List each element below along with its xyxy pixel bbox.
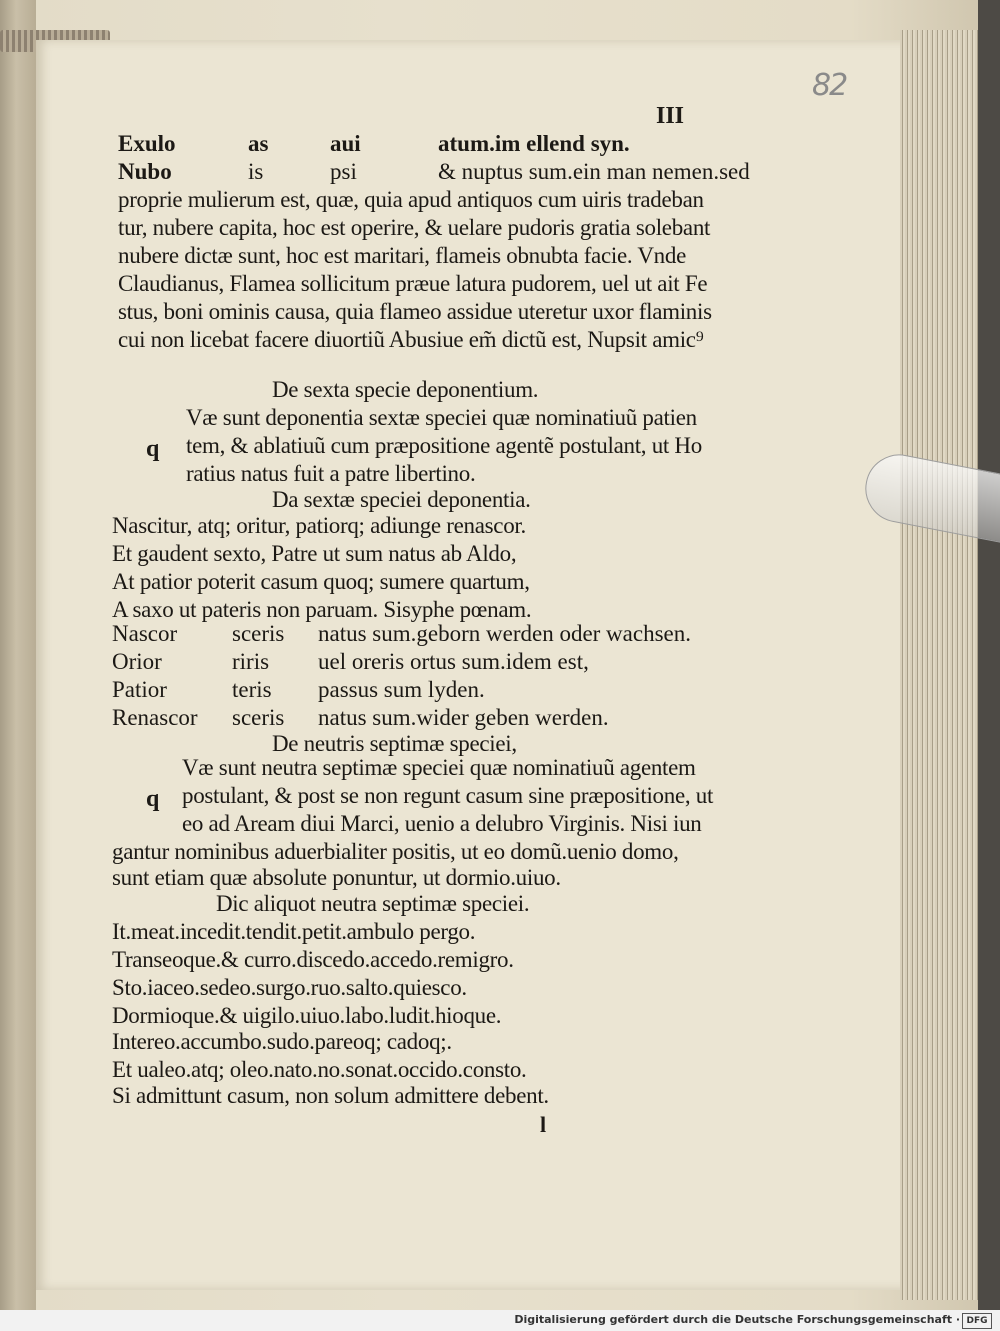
text-line: tem, & ablatiuũ cum præpositione agentẽ postulant, ut Ho (186, 433, 702, 458)
footer-bar (0, 1310, 1000, 1331)
text-line: Claudianus, Flamea sollicitum præue latura pudorem, uel ut ait Fe (118, 271, 708, 296)
verb: Orior (112, 649, 162, 674)
verb: Nubo (118, 159, 172, 184)
initial-letter: q (146, 436, 160, 462)
folio-number: 82 (812, 68, 847, 103)
text-line: gantur nominibus aduerbialiter positis, ut eo domũ.uenio domo, (112, 839, 679, 864)
verb-form: sceris (232, 621, 285, 646)
section-heading: Dic aliquot neutra septimæ speciei. (216, 891, 530, 916)
verse-line: Sto.iaceo.sedeo.surgo.ruo.salto.quiesco. (112, 975, 467, 1000)
text-line: proprie mulierum est, quæ, quia apud antiquos cum uiris tradeban (118, 187, 704, 212)
verb-form: psi (330, 159, 357, 184)
dfg-logo-icon: DFG (962, 1313, 992, 1329)
verb-gloss: & nuptus sum.ein man nemen.sed (438, 159, 750, 184)
verb-gloss: atum.im ellend syn. (438, 131, 630, 156)
text-line: Væ sunt neutra septimæ speciei quæ nominatiuũ agentem (182, 755, 696, 780)
text-line: sunt etiam quæ absolute ponuntur, ut dormio.uiuo. (112, 865, 561, 890)
text-line: stus, boni ominis causa, quia flameo assidue uteretur uxor flaminis (118, 299, 712, 324)
text-line: Væ sunt deponentia sextæ speciei quæ nominatiuũ patien (186, 405, 697, 430)
verb-gloss: uel oreris ortus sum.idem est, (318, 649, 589, 674)
verb-form: is (248, 159, 264, 184)
verse-line: At patior poterit casum quoq; sumere quartum, (112, 569, 530, 594)
funding-credit: Digitalisierung gefördert durch die Deutsche Forschungsgemeinschaft · (514, 1313, 960, 1326)
verb-form: teris (232, 677, 272, 702)
initial-letter: q (146, 786, 160, 812)
verse-line: Et gaudent sexto, Patre ut sum natus ab Aldo, (112, 541, 517, 566)
text-line: ratius natus fuit a patre libertino. (186, 461, 476, 486)
verb: Exulo (118, 131, 176, 156)
verb-form: aui (330, 131, 361, 156)
text-line: nubere dictæ sunt, hoc est maritari, flameis obnubta facie. Vnde (118, 243, 686, 268)
verb: Nascor (112, 621, 178, 646)
text-line: cui non licebat facere diuortiũ Abusiue em̃ dictũ est, Nupsit amic⁹ (118, 327, 704, 352)
verse-line: It.meat.incedit.tendit.petit.ambulo pergo. (112, 919, 476, 944)
verse-line: Transeoque.& curro.discedo.accedo.remigro. (112, 947, 514, 972)
signature-mark: III (656, 103, 685, 129)
text-line: tur, nubere capita, hoc est operire, & uelare pudoris gratia solebant (118, 215, 711, 240)
section-heading: Da sextæ speciei deponentia. (272, 487, 531, 512)
verse-line: A saxo ut pateris non paruam. Sisyphe pœnam. (112, 597, 532, 622)
verb-form: sceris (232, 705, 285, 730)
verb-gloss: passus sum lyden. (318, 677, 485, 702)
verse-line: Intereo.accumbo.sudo.pareoq; cadoq;. (112, 1029, 452, 1054)
verse-line: Dormioque.& uigilo.uiuo.labo.ludit.hioque. (112, 1003, 502, 1028)
verse-line: Et ualeo.atq; oleo.nato.no.sonat.occido.consto. (112, 1057, 527, 1082)
verb-gloss: natus sum.wider geben werden. (318, 705, 609, 730)
verb-form: as (248, 131, 269, 156)
verb-gloss: natus sum.geborn werden oder wachsen. (318, 621, 691, 646)
section-heading: De neutris septimæ speciei, (272, 731, 517, 756)
verb: Renascor (112, 705, 198, 730)
text-line: postulant, & post se non regunt casum sine præpositione, ut (182, 783, 714, 808)
verse-line: Si admittunt casum, non solum admittere debent. (112, 1083, 549, 1108)
section-heading: De sexta specie deponentium. (272, 377, 539, 402)
verb-form: riris (232, 649, 270, 674)
verb: Patior (112, 677, 167, 702)
verse-line: Nascitur, atq; oritur, patiorq; adiunge renascor. (112, 513, 526, 538)
text-line: eo ad Aream diui Marci, uenio a delubro Virginis. Nisi iun (182, 811, 702, 836)
page-signature: l (540, 1112, 547, 1137)
